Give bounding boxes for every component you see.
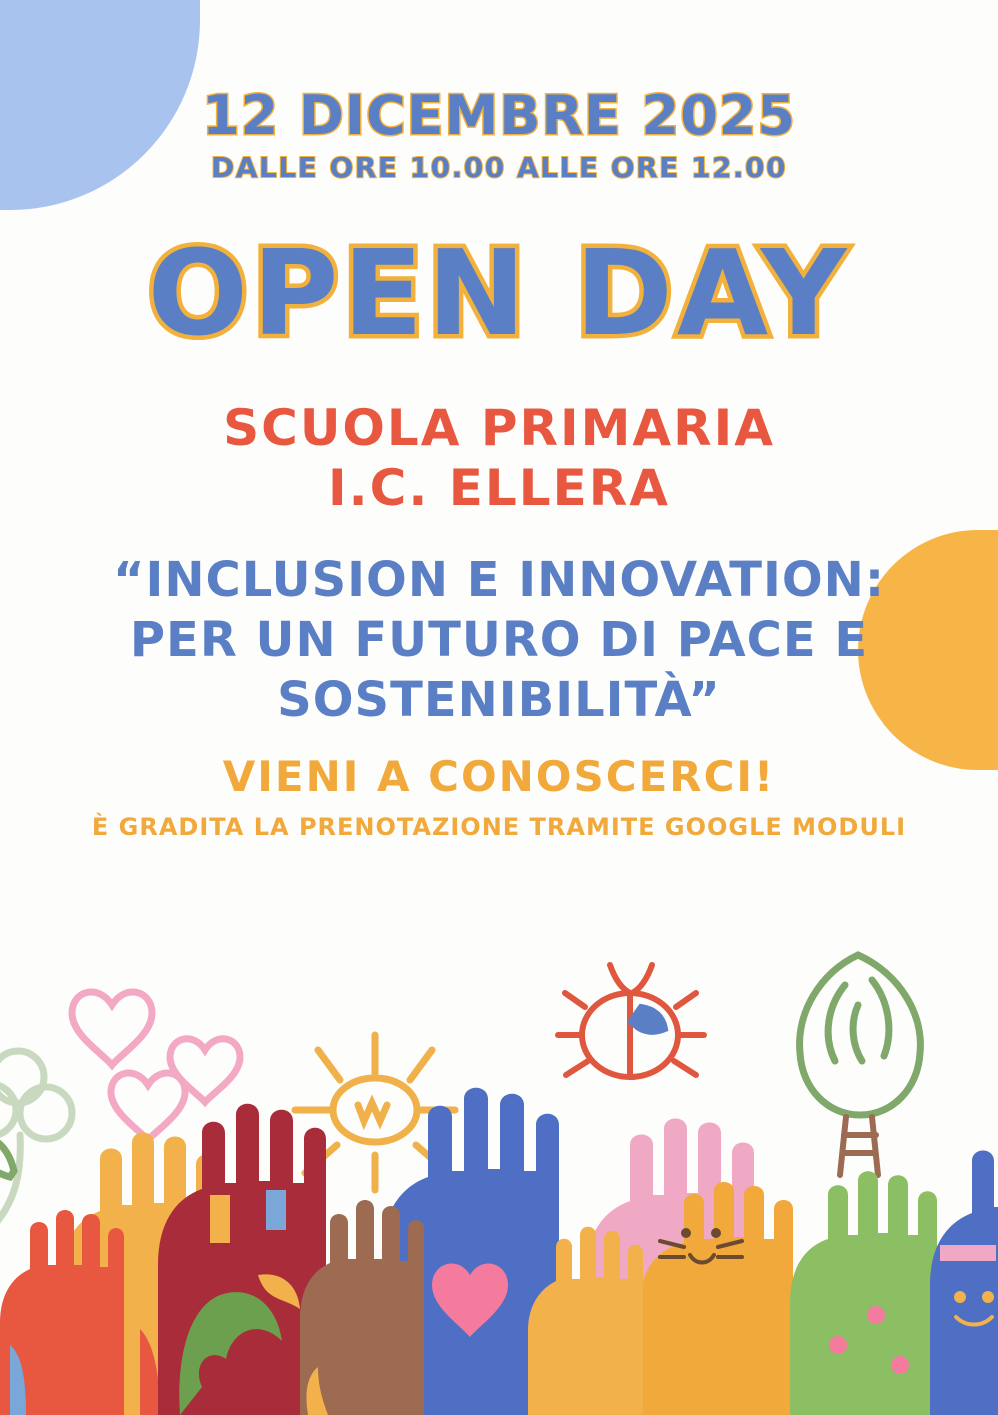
- heart-icon: [72, 992, 152, 1065]
- motto-line-1: “INCLUSION E INNOVATION:: [112, 551, 886, 608]
- call-to-action: VIENI A CONOSCERCI!: [222, 751, 776, 801]
- school-name: SCUOLA PRIMARIA: [223, 398, 775, 457]
- motto-line-3: SOSTENIBILITÀ”: [277, 671, 721, 728]
- motto-line-2: PER UN FUTURO DI PACE E: [129, 611, 869, 668]
- ladybug-icon: [558, 965, 704, 1077]
- school-code: I.C. ELLERA: [328, 458, 670, 517]
- event-date: 12 DICEMBRE 2025: [202, 84, 796, 147]
- event-time: DALLE ORE 10.00 ALLE ORE 12.00: [210, 150, 788, 184]
- drawings-layer: [0, 945, 998, 1415]
- heart-icon: [111, 1073, 185, 1140]
- booking-note: È GRADITA LA PRENOTAZIONE TRAMITE GOOGLE MODULI: [91, 812, 907, 841]
- handprint-icon: [790, 1171, 937, 1415]
- tree-icon: [800, 955, 921, 1115]
- heart-icon: [170, 1039, 240, 1102]
- flower-icon: [0, 1051, 72, 1223]
- tree-trunk: [840, 1117, 878, 1175]
- page-title: OPEN DAY: [147, 223, 851, 362]
- handprint-icon: [930, 1151, 998, 1415]
